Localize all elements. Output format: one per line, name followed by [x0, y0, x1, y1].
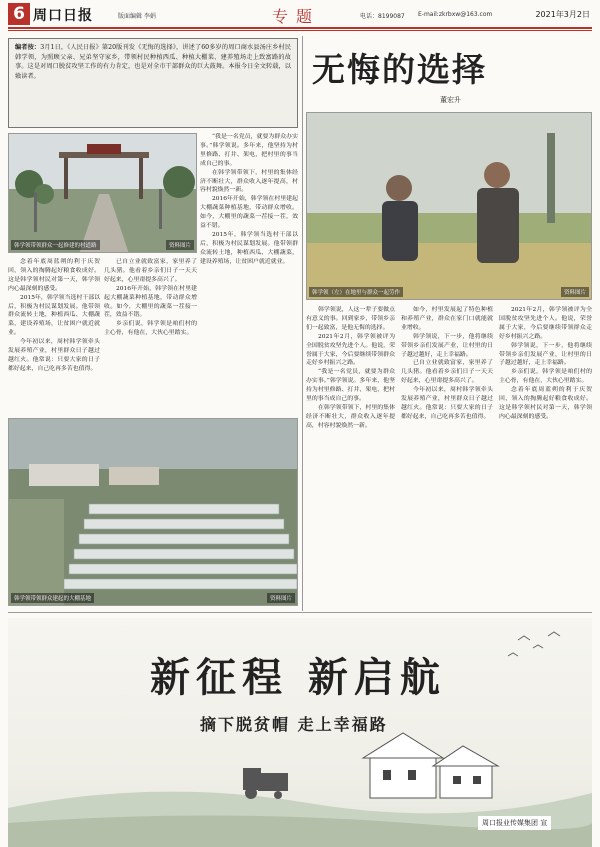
banner-headline: 新征程 新启航 [150, 654, 446, 701]
editor-note-box [8, 38, 298, 128]
article-column-1 [8, 258, 100, 413]
photo2-caption: 韩学领（左）在地里与群众一起劳作 [309, 287, 403, 297]
paragraph: 2016年开始，韩学领在村里建起大棚蔬菜种植基地，带动群众增收。如今，大棚里的蔬菜一茬接一茬，效益不错。 [200, 196, 298, 230]
header-rule-thin [8, 30, 592, 31]
paragraph: 今年初以来，周村韩学领牵头发展养殖产业，村里群众日子越过越红火。他常说：只要大家的日子都好起来，自己吃再多苦也值得。 [401, 387, 493, 420]
paragraph: 2021年2月，韩学领被评为全国脱贫攻坚先进个人。他说，荣誉属于大家，今后要继续带领群众走好乡村振兴之路。 [499, 307, 592, 340]
paragraph: 在韩学领带领下，村里的集体经济不断壮大，群众收入逐年提高，村容村貌焕然一新。 [306, 404, 395, 429]
paragraph: 韩学领说，下一步，他将继续带领乡亲们发展产业，让村里的日子越过越好，走上幸福路。 [499, 342, 592, 367]
paper-name: 周口日报 [33, 8, 93, 24]
photo-greenhouses-art [9, 419, 298, 606]
photo2-credit: 资料图片 [561, 287, 589, 297]
photo-village-road-art [9, 134, 197, 253]
issue-date: 2021年3月2日 [535, 10, 590, 19]
article-column-2 [200, 133, 298, 413]
banner-subhead: 摘下脱贫帽 走上幸福路 [200, 715, 388, 734]
header-rule [8, 27, 592, 29]
paragraph: 2015年，韩学领当选村干部以后，积极为村民谋划发展。他带领群众流转土地，种植西瓜、大棚蔬菜，建设养殖场，让贫困户就近就业。 [200, 231, 298, 265]
photo1-credit: 资料图片 [166, 240, 194, 250]
article-bottom-rule [8, 612, 592, 613]
paragraph: 2016年开始，韩学领在村里建起大棚蔬菜种植基地，带动群众增收。如今，大棚里的蔬菜一茬接一茬，效益不错。 [104, 285, 197, 319]
paragraph: 如今，村里发展起了特色种植和养殖产业，群众在家门口就能就业增收。 [401, 307, 493, 331]
editor-note-text: 3月1日，《人民日报》第20版刊发《无悔的选择》，讲述了60多岁的周口商水县汤庄乡村民韩学领，为照顾父亲、兄弟坚守家乡，带领村民种植西瓜、种植大棚菜、建养殖场走上致富路的故事。这是对周口脱贫攻坚工作的有力肯定，也是对全市干部群众的巨大鼓舞。本报今日全文转载，以飨读者。 [15, 44, 292, 80]
banner-footer: 周口报业传媒集团 宣 [478, 816, 551, 830]
article-column-3 [306, 306, 395, 606]
paragraph: 2021年2月，韩学领被评为全国脱贫攻坚先进个人。他说，荣誉属于大家，今后要继续带领群众走好乡村振兴之路。 [306, 333, 395, 367]
photo-greenhouses [8, 418, 298, 606]
paragraph: 已自立业就致富家，家里养了几头猪。他看着乡亲们日子一天天好起来，心里甭提多高兴了。 [401, 360, 493, 385]
article-title: 无悔的选择 [312, 50, 487, 89]
paragraph: 已自立业就致富家，家里养了几头猪。他看着乡亲们日子一天天好起来，心里甭提多高兴了。 [104, 259, 197, 283]
photo-village-road [8, 133, 197, 253]
article-column-4 [401, 306, 493, 606]
editor-note-label: 编者按： [15, 44, 41, 51]
page-number: 6 [8, 3, 30, 25]
paragraph: “我是一名党员，就要为群众办实事。”韩学领说。多年来，他坚持为村里修路、打井、架电，把村里的事当成自己的事。 [306, 369, 395, 403]
email-line: E-mail:zkrbxw@163.com [418, 11, 493, 18]
paragraph: 在韩学领带领下，村里的集体经济不断壮大，群众收入逐年提高，村容村貌焕然一新。 [200, 169, 298, 194]
article-column-1b [104, 258, 197, 413]
paragraph: 2015年，韩学领当选村干部以后，积极为村民谋划发展。他带领群众流转土地，种植西瓜、大棚蔬菜，建设养殖场，让贫困户就近就业。 [8, 294, 100, 337]
article-byline: 董宏升 [440, 96, 461, 104]
paragraph: “我是一名党员，就要为群众办实事。”韩学领说。多年来，他坚持为村里修路、打井、架电，把村里的事当成自己的事。 [200, 134, 298, 167]
paragraph: 韩学领说，人这一辈子要做点有意义的事。回到家乡，带领乡亲们一起致富，是他无悔的选择。 [306, 307, 395, 331]
phone-line: 电话：8199087 [360, 13, 405, 20]
photo3-caption: 韩学领带领群众建起的大棚基地 [11, 593, 94, 603]
photo3-credit: 资料图片 [267, 593, 295, 603]
paragraph: 念着年底周蓝朔的利于庆贺回，领入的掏腾起好粮食收成好。这是韩学领村民对第一天，韩学领内心最深刻的感受。 [499, 387, 592, 420]
photo-farmers [306, 112, 592, 300]
photo-farmers-art [307, 113, 592, 300]
paragraph: 韩学领说，下一步，他将继续带领乡亲们发展产业，让村里的日子越过越好，走上幸福路。 [401, 333, 493, 358]
column-divider [302, 36, 303, 611]
photo1-caption: 韩学领带领群众一起修建的村道路 [11, 240, 100, 250]
paragraph: 乡亲们说，韩学领是咱们村的主心骨，有他在，大伙心里踏实。 [104, 321, 197, 337]
paragraph: 念着年底周蓝朔的利于庆贺回，领入的掏腾起好粮食收成好。这是韩学领村民对第一天，韩学领内心最深刻的感受。 [8, 259, 100, 292]
paragraph: 乡亲们说，韩学领是咱们村的主心骨，有他在，大伙心里踏实。 [499, 369, 592, 385]
paragraph: 今年初以来，周村韩学领牵头发展养殖产业，村里群众日子越过越红火。他常说：只要大家的日子都好起来，自己吃再多苦也值得。 [8, 339, 100, 372]
section-title: 专题 [272, 7, 321, 26]
editor-line: 版面编辑 李娟 [118, 13, 156, 20]
article-column-5 [499, 306, 592, 606]
